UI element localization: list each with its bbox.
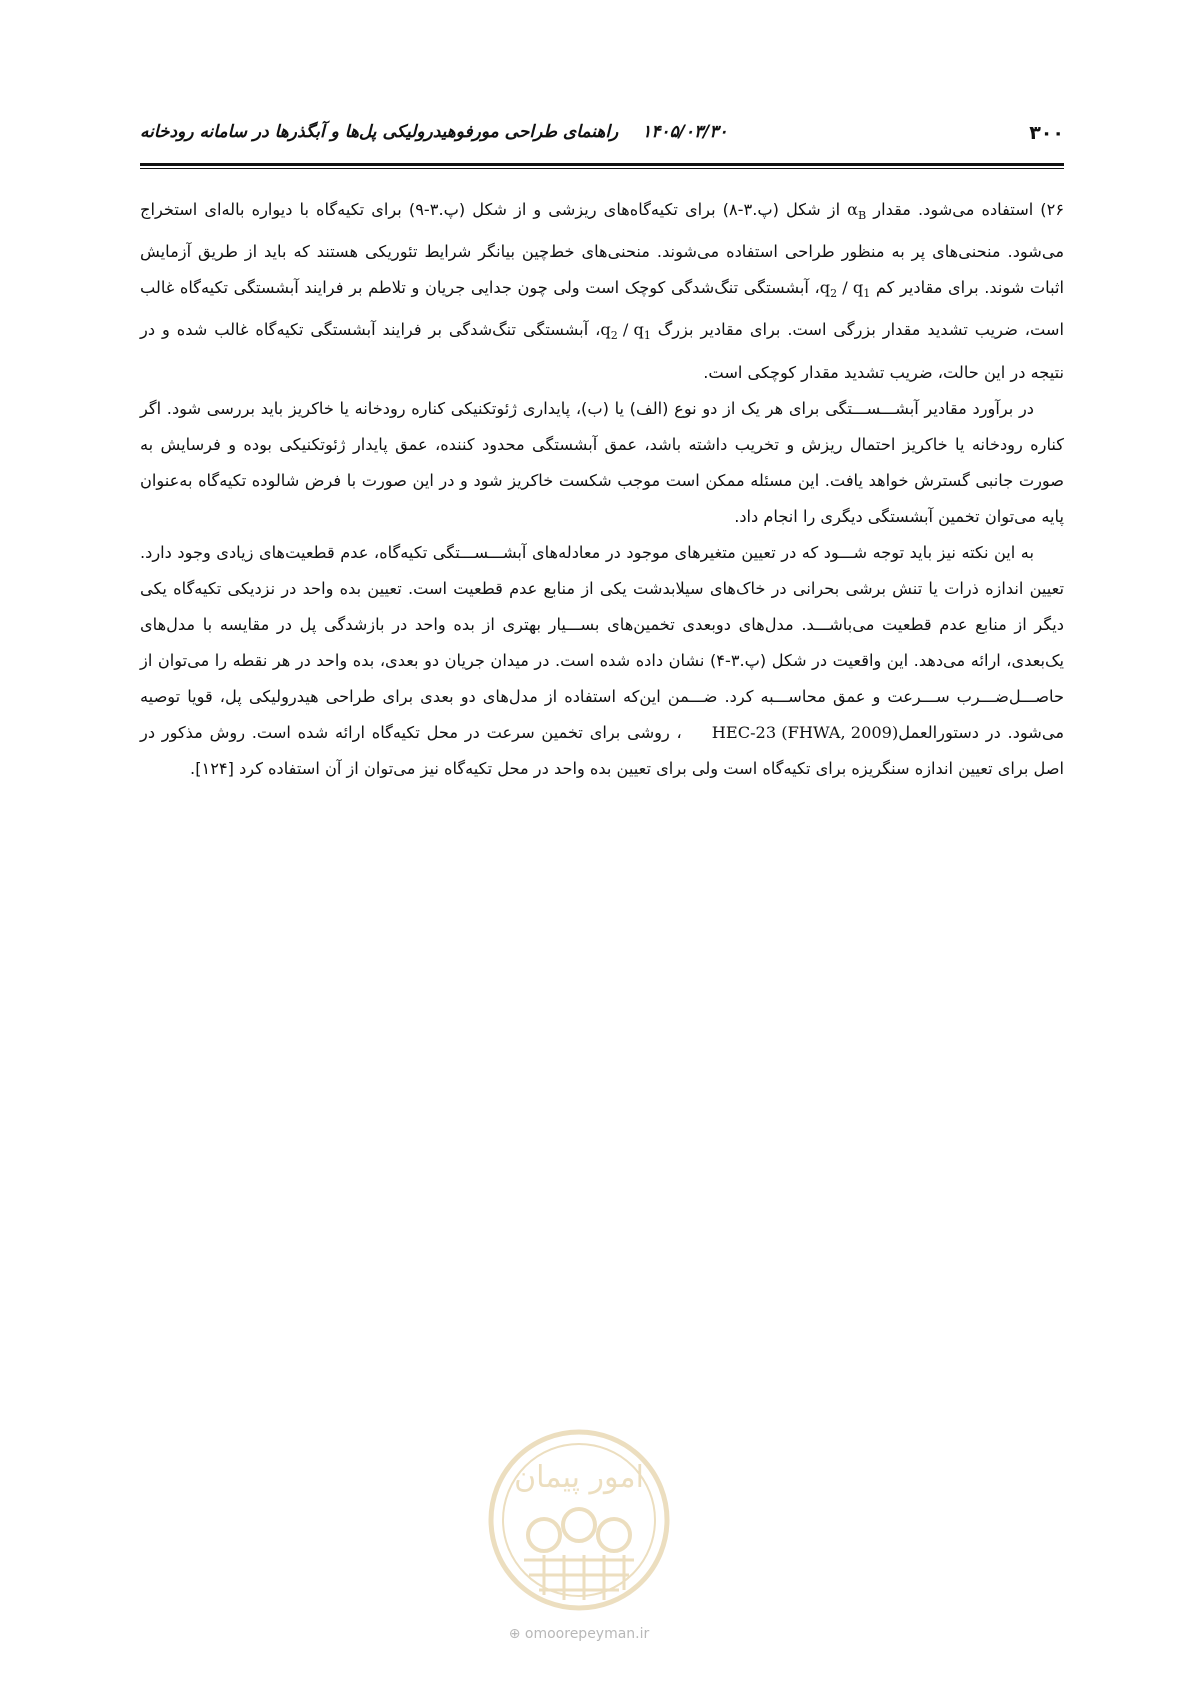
watermark-logo-text: امور پیمان bbox=[514, 1460, 644, 1495]
body-text bbox=[140, 192, 1064, 787]
header-rule bbox=[140, 163, 1064, 169]
paragraph-1-part-b: از شکل (پ.۳-۸) برای تکیه‌گاه‌های ریزشی و از شکل (پ.۳-۹) برای تکیه‌گاه با دیواره باله‌ای استخراج می‌شود. منحنی‌های پر به منظور طراحی استفاده می‌شوند. منحنی‌های خط‌چین بیانگر شرایط تئوریکی هستند که باید از طریق آزمایش اثبات شوند. برای مقادیر کم bbox=[140, 200, 1064, 298]
alpha-b-symbol: $\alpha_B$ bbox=[847, 200, 867, 223]
ratio-symbol-1: $q_2 / q_1$ bbox=[819, 278, 871, 301]
paragraph-1-part-a: ۲۶) استفاده می‌شود. مقدار bbox=[873, 200, 1065, 219]
paragraph-1-part-d: ، آبشستگی تنگ‌شدگی بر فرایند آبشستگی تکیه‌گاه غالب شده و در نتیجه در این حالت، ضریب تشدید مقدار کوچکی است. bbox=[140, 320, 1064, 382]
paragraph-1-part-c: ، آبشستگی تنگ‌شدگی کوچک است ولی چون جدایی جریان و تلاطم بر فرایند آبشستگی تکیه‌گاه غالب است، ضریب تشدید مقدار بزرگی است. برای مقادیر بزرگ bbox=[140, 278, 1064, 340]
paragraph-1 bbox=[140, 192, 1064, 391]
page-number: ۳۰۰ bbox=[1029, 122, 1064, 144]
watermark-url: ⊕ omoorepeyman.ir bbox=[508, 1626, 650, 1642]
hec-reference: HEC-23 (FHWA, 2009) bbox=[711, 722, 899, 742]
paragraph-2: در برآورد مقادیر آبشـــســـتگی برای هر یک از دو نوع (الف) یا (ب)، پایداری ژئوتکنیکی کناره رودخانه یا خاکریز باید بررسی شود. اگر کناره رودخانه یا خاکریز احتمال ریزش و تخریب داشته باشد، عمق آبشستگی محدود کننده، عمق پایدار ژئوتکنیکی بوده و فرسایش به صورت جانبی گسترش خواهد یافت. این مسئله ممکن است موجب شکست خاکریز شود و در این صورت با فرض شالوده تکیه‌گاه به‌عنوان پایه می‌توان تخمین آبشستگی دیگری را انجام داد. bbox=[140, 398, 1064, 526]
paragraph-3-main: به این نکته نیز باید توجه شـــود که در تعیین متغیرهای موجود در معادله‌های آبشـــســـتگی تکیه‌گاه، عدم قطعیت‌های زیادی وجود دارد. تعیین اندازه ذرات یا تنش برشی بحرانی در خاک‌های سیلابدشت یکی از منابع عدم قطعیت است. تعیین بده واحد در نزدیکی تکیه‌گاه یکی دیگر از منابع عدم قطعیت می‌باشـــد. مدل‌های دوبعدی تخمین‌های بســـیار بهتری از بده واحد در بازشدگی پل در مقایسه با مدل‌های یک‌بعدی، ارائه می‌دهد. این واقعیت در شکل (پ.۳-۴) نشان داده شده است. در میدان جریان دو بعدی، بده واحد در هر نقطه را می‌توان از حاصـــل‌ضـــرب ســـرعت و عمق محاســـبه کرد. ضـــمن این‌که استفاده از مدل‌های دو بعدی برای طراحی هیدرولیکی پل، قویا توصیه می‌شود. در دستورالعمل bbox=[140, 542, 1065, 742]
paragraph-3-tail: ، روشی برای تخمین سرعت در محل تکیه‌گاه ارائه شده است. روش مذکور در اصل برای تعیین اندازه سنگریزه برای تکیه‌گاه است ولی برای تعیین بده واحد در محل تکیه‌گاه نیز می‌توان از آن استفاده کرد [۱۲۴]. bbox=[140, 722, 1064, 778]
header-date: ۱۴۰۵/۰۳/۳۰ bbox=[642, 122, 728, 142]
globe-icon: ⊕ bbox=[508, 1626, 521, 1642]
running-title bbox=[140, 122, 728, 142]
ratio-symbol-2: $q_2 / q_1$ bbox=[600, 320, 651, 343]
paragraph-3 bbox=[140, 535, 1064, 787]
header-title: راهنمای طراحی مورفوهیدرولیکی پل‌ها و آبگذرها در سامانه رودخانه bbox=[140, 122, 619, 142]
watermark-logo-icon bbox=[484, 1425, 674, 1615]
page-header bbox=[140, 122, 1064, 162]
